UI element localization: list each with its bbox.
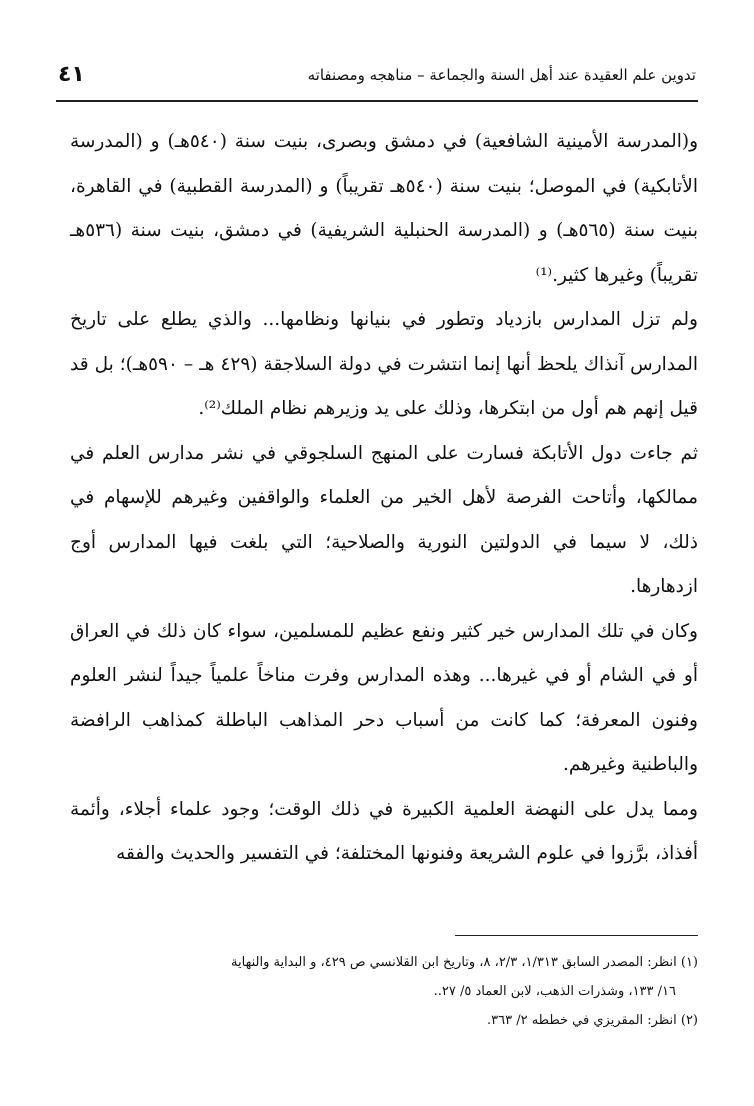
paragraph: وكان في تلك المدارس خير كثير ونفع عظيم للمسلمين، سواء كان ذلك في العراق أو في الشام أو في غيرها... وهذه المدارس وفرت مناخاً علمياً جيداً لنشر العلوم وفنون المعرفة؛ كما كانت من أسباب دحر المذاهب الباطلة كمذاهب الرافضة والباطنية وغيرهم.: [70, 620, 698, 775]
paragraph: ومما يدل على النهضة العلمية الكبيرة في ذلك الوقت؛ وجود علماء أجلاء، وأئمة أفذاذ، برَّزوا في علوم الشريعة وفنونها المختلفة؛ في التفسير والحديث والفقه: [70, 798, 698, 864]
footnote-1: (١) انظر: المصدر السابق ١/٣١٣، ٢/٣، ٨، وتاريخ ابن القلانسي ص ٤٢٩، و البداية والنهاية: [231, 955, 698, 970]
main-text: [70, 120, 698, 877]
footnote-separator: [455, 935, 698, 936]
paragraph: ثم جاءت دول الأتابكة فسارت على المنهج السلجوقي في نشر مدارس العلم في ممالكها، وأتاحت الفرصة لأهل الخير من العلماء والواقفين وغيرهم للإسهام في ذلك، لا سيما في الدولتين النورية والصلاحية؛ التي بلغت فيها المدارس أوج ازدهارها.: [70, 442, 698, 597]
footnotes: [56, 948, 698, 1035]
page-number: ٤١: [58, 62, 85, 87]
paragraph: ولم تزل المدارس بازدياد وتطور في بنيانها ونظامها... والذي يطلع على تاريخ المدارس آنذاك يلحظ أنها إنما انتشرت في دولة السلاجقة (٤٢٩ هـ – ٥٩٠هـ)؛ بل قد قيل إنهم هم أول من ابتكرها، وذلك على يد وزيرهم نظام الملك⁽²⁾.: [70, 309, 698, 419]
footnote-1-continuation: ١٦/ ١٣٣، وشذرات الذهب، لابن العماد ٥/ ٢٧..: [433, 984, 676, 999]
running-header: [56, 60, 698, 102]
paragraph: و(المدرسة الأمينية الشافعية) في دمشق وبصرى، بنيت سنة (٥٤٠هـ) و (المدرسة الأتابكية) في الموصل؛ بنيت سنة (٥٤٠هـ تقريباً) و (المدرسة القطبية) في القاهرة، بنيت سنة (٥٦٥هـ) و (المدرسة الحنبلية الشريفية) في دمشق، بنيت سنة (٥٣٦هـ تقريباً) وغيرها كثير.⁽¹⁾: [70, 131, 699, 286]
footnote-2: (٢) انظر: المقريزي في خططه ٢/ ٣٦٣.: [486, 1013, 698, 1028]
header-title: تدوين علم العقيدة عند أهل السنة والجماعة – مناهجه ومصنفاته: [307, 66, 696, 84]
